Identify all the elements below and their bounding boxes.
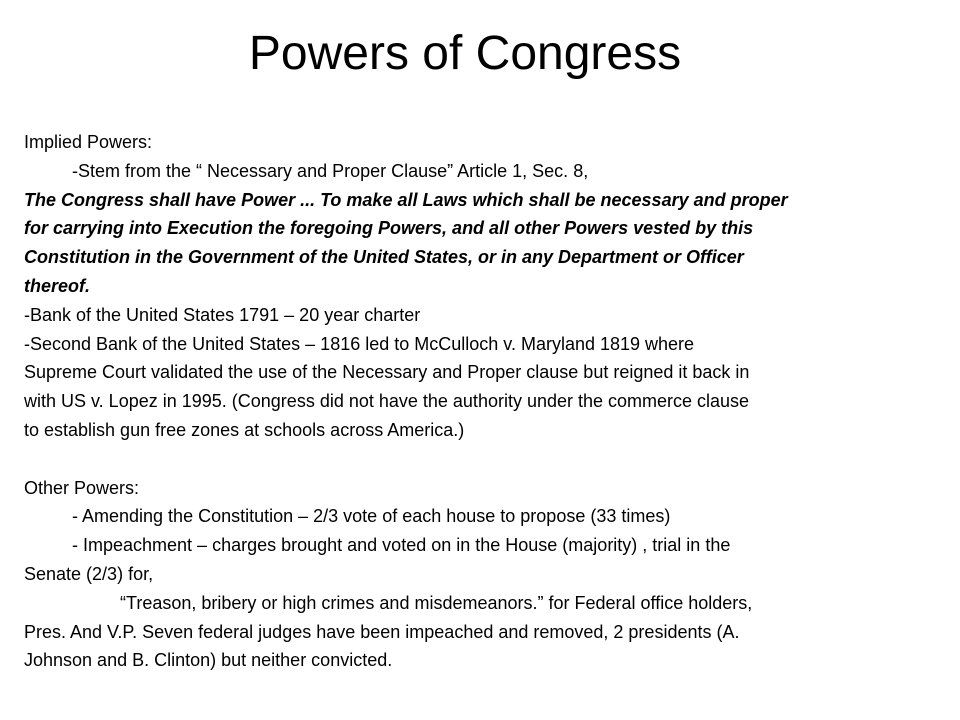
clause-quote-line-1: The Congress shall have Power ... To make all Laws which shall be necessary and proper — [24, 189, 788, 210]
stem-line: -Stem from the “ Necessary and Proper Clause” Article 1, Sec. 8, — [72, 160, 589, 181]
second-bank-line-3: with US v. Lopez in 1995. (Congress did not have the authority under the commerce clause — [24, 391, 750, 412]
impeachment-detail-line-2: Johnson and B. Clinton) but neither convicted. — [24, 650, 393, 671]
second-bank-line-1: -Second Bank of the United States – 1816 led to McCulloch v. Maryland 1819 where — [24, 333, 695, 354]
blank-line — [24, 445, 924, 474]
other-powers-heading: Other Powers: — [24, 477, 140, 498]
slide-title: Powers of Congress — [248, 27, 682, 80]
impeachment-detail-line-1: Pres. And V.P. Seven federal judges have been impeached and removed, 2 presidents (A. — [24, 621, 740, 642]
slide-body — [24, 128, 924, 675]
impeachment-line-1: - Impeachment – charges brought and voted on in the House (majority) , trial in the — [72, 535, 731, 556]
second-bank-line-4: to establish gun free zones at schools across America.) — [24, 419, 465, 440]
amending-line: - Amending the Constitution – 2/3 vote of each house to propose (33 times) — [72, 506, 671, 527]
impeachment-line-2: Senate (2/3) for, — [24, 563, 154, 584]
clause-quote-line-4: thereof. — [24, 275, 91, 296]
implied-powers-heading: Implied Powers: — [24, 132, 153, 152]
clause-quote-line-3: Constitution in the Government of the United States, or in any Department or Officer — [24, 247, 744, 268]
treason-quote-line: “Treason, bribery or high crimes and misdemeanors.” for Federal office holders, — [120, 592, 753, 613]
clause-quote-line-2: for carrying into Execution the foregoing Powers, and all other Powers vested by this — [24, 218, 754, 239]
first-bank-line: -Bank of the United States 1791 – 20 year charter — [24, 304, 421, 325]
second-bank-line-2: Supreme Court validated the use of the Necessary and Proper clause but reigned it back in — [24, 362, 750, 383]
